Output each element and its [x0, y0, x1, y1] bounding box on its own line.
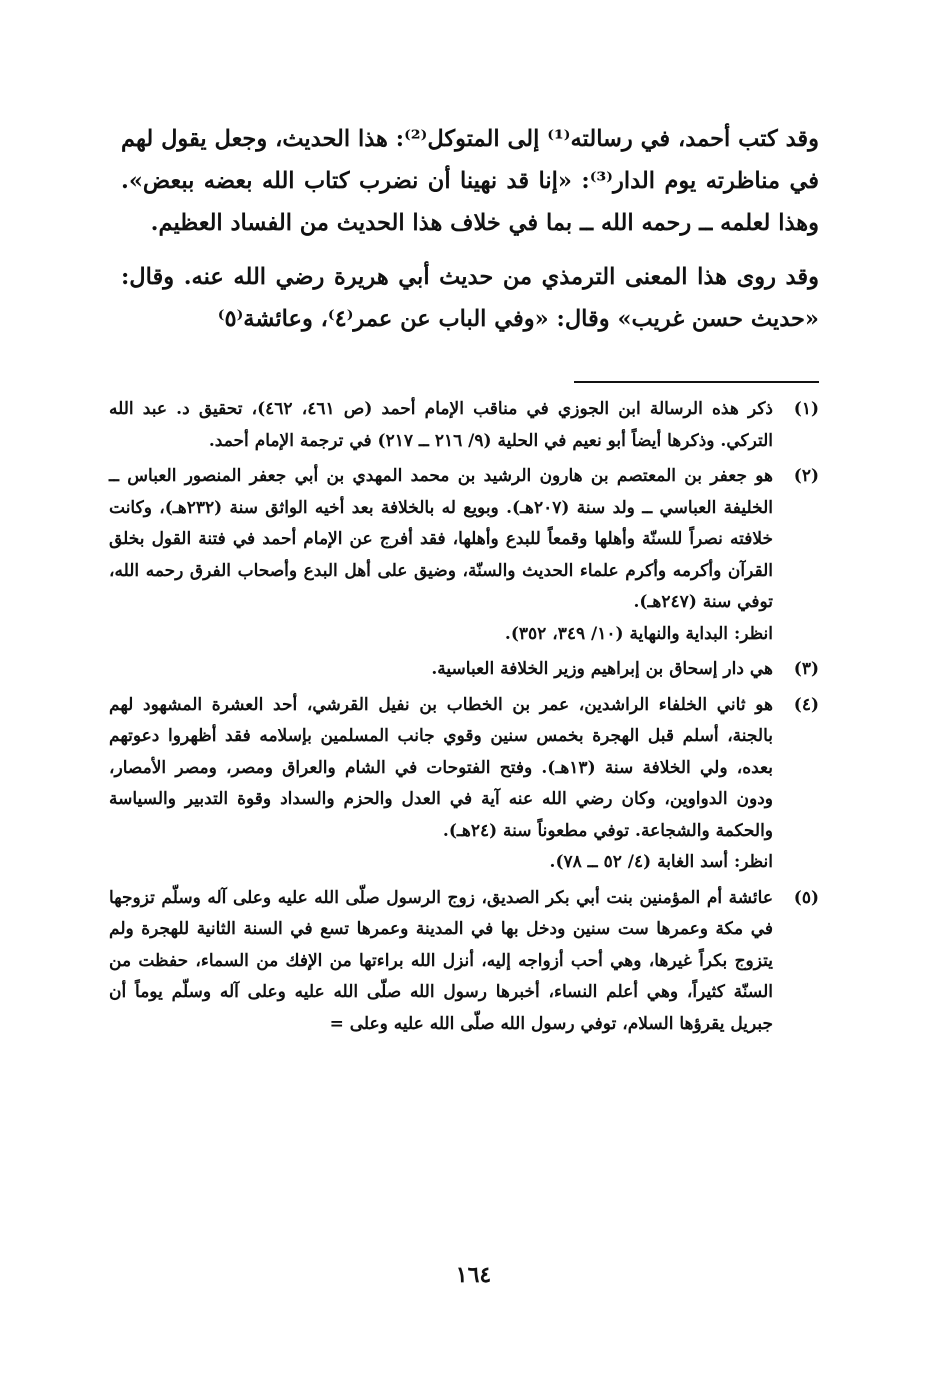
- footnote-text: هو جعفر بن المعتصم بن هارون الرشيد بن محمد المهدي بن أبي جعفر المنصور العباس ــ الخليفة العباسي ــ ولد سنة (٢٠٧هـ). وبويع له بالخلافة بعد أخيه الواثق سنة (٢٣٢هـ)، وكانت خلافته نصراً للسنّة وأهلها وقمعاً للبدع وأهلها، فقد أفرج عن الإمام أحمد في فتنة القول بخلق القرآن وأكرمه وأكرم علماء الحديث والسنّة، وضيق على أهل البدع وأصحاب الفرق رحمه الله، توفي سنة (٢٤٧هـ).: [109, 466, 773, 612]
- footnote-separator: [574, 381, 819, 383]
- main-text: [121, 118, 819, 340]
- footnote-1: [109, 394, 819, 457]
- footnote-3: [109, 654, 819, 686]
- footnote-number: (٣): [793, 659, 819, 679]
- footnote-text: هو ثاني الخلفاء الراشدين، عمر بن الخطاب بن نفيل القرشي، أحد العشرة المشهود لهم بالجنة، أسلم قبل الهجرة بخمس سنين وقوي جانب المسلمين بإسلامه فقد أظهروا دعوتهم بعده، ولي الخلافة سنة (١٣هـ). وفتح الفتوحات في الشام والعراق ومصر، ومصر الأمصار، ودون الدواوين، وكان رضي الله عنه آية في العدل والحزم والسداد وقوة التدبير والسياسة والحكمة والشجاعة. توفي مطعوناً سنة (٢٤هـ).: [109, 694, 773, 841]
- footnote-5: [109, 883, 819, 1041]
- footnote-number: (٤): [793, 694, 819, 715]
- footnote-reference: انظر: أسد الغابة (٤/ ٥٢ ــ ٧٨).: [549, 852, 773, 872]
- footnotes: [109, 394, 819, 1044]
- footnote-4: [109, 690, 819, 879]
- footnote-text: ذكر هذه الرسالة ابن الجوزي في مناقب الإمام أحمد (ص ٤٦١، ٤٦٢)، تحقيق د. عبد الله التركي. وذكرها أيضاً أبو نعيم في الحلية (٩/ ٢١٦ ــ ٢١٧) في ترجمة الإمام أحمد.: [109, 399, 774, 451]
- footnote-number: (٢): [793, 466, 819, 486]
- footnote-number: (١): [793, 399, 819, 419]
- footnote-text: هي دار إسحاق بن إبراهيم وزير الخلافة العباسية.: [431, 659, 773, 679]
- main-paragraph-1: وقد كتب أحمد، في رسالته⁽¹⁾ إلى المتوكل⁽²⁾: هذا الحديث، وجعل يقول لهم في مناظرته يوم الدار⁽³⁾: «إنا قد نهينا أن نضرب كتاب الله بعضه ببعض». وهذا لعلمه ــ رحمه الله ــ بما في خلاف هذا الحديث من الفساد العظيم.: [121, 126, 820, 236]
- footnote-number: (٥): [793, 887, 819, 908]
- main-paragraph-2: وقد روى هذا المعنى الترمذي من حديث أبي هريرة رضي الله عنه. وقال: «حديث حسن غريب» وقال: «وفي الباب عن عمر⁽٤⁾، وعائشة⁽٥⁾: [121, 264, 819, 332]
- page-number: ١٦٤: [455, 1262, 492, 1288]
- footnote-2: [109, 461, 819, 650]
- footnote-text: عائشة أم المؤمنين بنت أبي بكر الصديق، زوج الرسول صلّى الله عليه وعلى آله وسلّم تزوجها في مكة وعمرها ست سنين ودخل بها في المدينة وعمرها تسع في السنة الثانية للهجرة ولم يتزوج بكراً غيرها، وهي أحب أزواجه إليه، أنزل الله براءتها من الإفك من السماء، حفظت من السنّة كثيراً، وهي أعلم النساء، أخبرها رسول الله صلّى الله عليه وعلى آله وسلّم يوماً أن جبريل يقرؤها السلام، توفي رسول الله صلّى الله عليه وعلى =: [109, 887, 773, 1034]
- footnote-reference: انظر: البداية والنهاية (١٠/ ٣٤٩، ٣٥٢).: [504, 623, 773, 644]
